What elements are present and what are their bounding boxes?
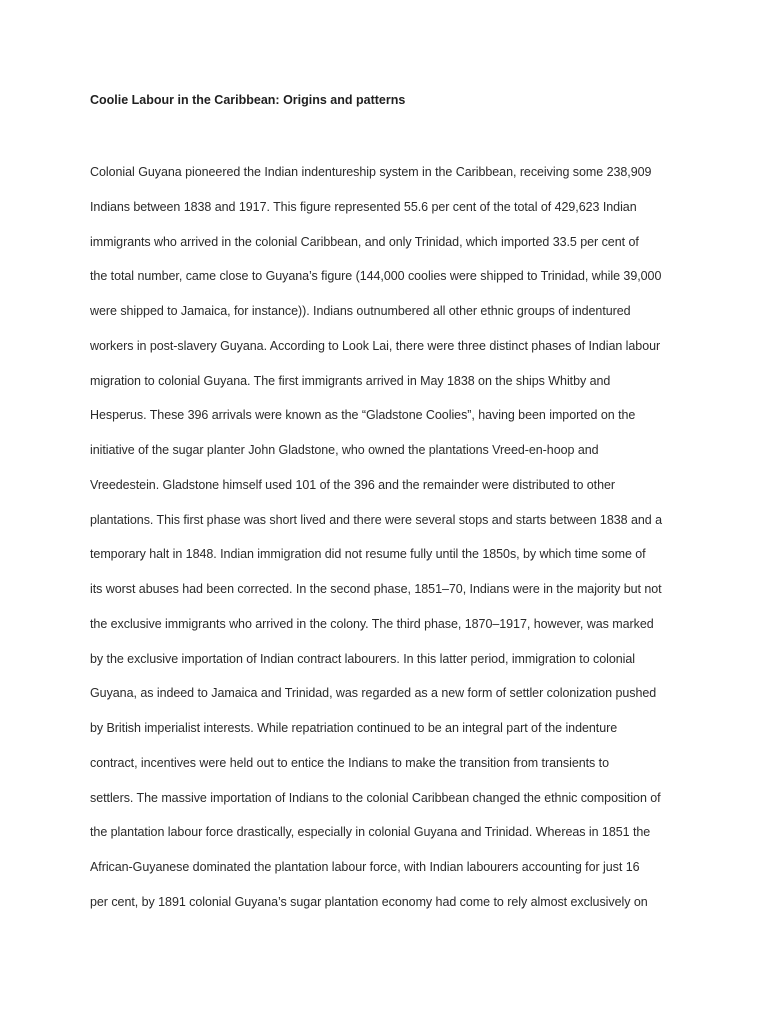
body-line: workers in post-slavery Guyana. According to Look Lai, there were three distinct phases of Indian labour: [90, 338, 661, 353]
body-line: Colonial Guyana pioneered the Indian indentureship system in the Caribbean, receiving some 238,909: [90, 165, 652, 179]
body-line: contract, incentives were held out to entice the Indians to make the transition from transients to: [90, 755, 609, 770]
body-line: Guyana, as indeed to Jamaica and Trinidad, was regarded as a new form of settler colonization pushed: [90, 686, 657, 701]
body-line: temporary halt in 1848. Indian immigration did not resume fully until the 1850s, by which time some of: [90, 547, 646, 562]
body-line: immigrants who arrived in the colonial Caribbean, and only Trinidad, which imported 33.5 per cent of: [90, 234, 639, 249]
body-line: the exclusive immigrants who arrived in the colony. The third phase, 1870–1917, however, was marked: [90, 616, 654, 631]
body-line: African-Guyanese dominated the plantation labour force, with Indian labourers accounting for just 16: [90, 860, 640, 874]
body-line: initiative of the sugar planter John Gladstone, who owned the plantations Vreed-en-hoop and: [90, 443, 599, 457]
body-line: its worst abuses had been corrected. In the second phase, 1851–70, Indians were in the majority but not: [90, 582, 662, 596]
body-line: Vreedestein. Gladstone himself used 101 of the 396 and the remainder were distributed to other: [90, 477, 616, 492]
document-title: Coolie Labour in the Caribbean: Origins and patterns: [90, 93, 406, 107]
body-line: Indians between 1838 and 1917. This figure represented 55.6 per cent of the total of 429,623 Indian: [90, 199, 637, 214]
body-line: per cent, by 1891 colonial Guyana’s sugar plantation economy had come to rely almost exclusively on: [90, 894, 648, 909]
body-line: the plantation labour force drastically, especially in colonial Guyana and Trinidad. Whereas in 1851 the: [90, 825, 651, 840]
body-line: were shipped to Jamaica, for instance)). Indians outnumbered all other ethnic groups of indentured: [90, 304, 631, 318]
document-body: [90, 162, 690, 927]
body-line: by the exclusive importation of Indian contract labourers. In this latter period, immigration to colonial: [90, 651, 636, 666]
body-line: the total number, came close to Guyana’s figure (144,000 coolies were shipped to Trinidad, while 39,000: [90, 269, 662, 284]
body-line: Hesperus. These 396 arrivals were known as the “Gladstone Coolies”, having been imported on the: [90, 408, 636, 423]
body-line: migration to colonial Guyana. The first immigrants arrived in May 1838 on the ships Whitby and: [90, 373, 611, 388]
body-line: settlers. The massive importation of Indians to the colonial Caribbean changed the ethnic composition of: [90, 790, 661, 805]
body-line: plantations. This first phase was short lived and there were several stops and starts between 1838 and a: [90, 512, 662, 527]
body-line: by British imperialist interests. While repatriation continued to be an integral part of the indenture: [90, 721, 618, 735]
